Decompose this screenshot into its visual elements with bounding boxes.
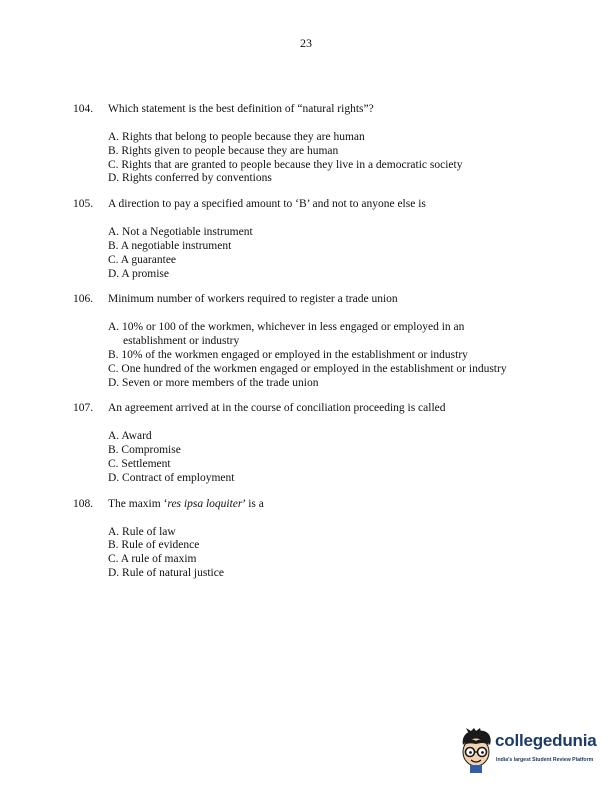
option-d: D. Contract of employment	[108, 471, 235, 484]
question-text: Minimum number of workers required to register a trade union	[108, 293, 398, 306]
collegedunia-logo	[456, 728, 606, 776]
question-number: 106.	[73, 293, 94, 306]
option-c: C. A guarantee	[108, 253, 177, 266]
option-c: C. A rule of maxim	[108, 553, 197, 566]
option-c: C. Rights that are granted to people because they live in a democratic society	[108, 158, 463, 171]
option-d: D. Rights conferred by conventions	[108, 172, 272, 185]
question-text	[108, 497, 553, 511]
option-c: C. One hundred of the workmen engaged or employed in the establishment or industry	[108, 362, 507, 375]
option-a: A. Rule of law	[108, 525, 176, 538]
question-text-start: The maxim ‘	[108, 497, 168, 510]
question-text: Which statement is the best definition of “natural rights”?	[108, 103, 374, 115]
options-list	[108, 430, 553, 485]
option-b: B. Rights given to people because they are human	[108, 144, 339, 157]
question-number: 108.	[73, 497, 94, 510]
question-number: 105.	[73, 198, 94, 211]
option-a: A. Award	[108, 430, 152, 443]
option-a-line-2: establishment or industry	[123, 335, 240, 348]
brand-name: collegedunia	[495, 731, 597, 750]
option-a	[108, 321, 553, 349]
question-108	[73, 497, 553, 581]
mascot-face-icon	[456, 728, 496, 774]
options-list	[108, 131, 553, 186]
question-107	[73, 401, 553, 485]
options-list	[108, 526, 553, 581]
question-106	[73, 292, 553, 390]
option-d: D. A promise	[108, 267, 170, 280]
question-text: An agreement arrived at in the course of conciliation proceeding is called	[108, 402, 446, 415]
option-b: B. 10% of the workmen engaged or employed in the establishment or industry	[108, 348, 468, 361]
option-b: B. A negotiable instrument	[108, 239, 232, 252]
option-b: B. Rule of evidence	[108, 539, 200, 552]
option-b: B. Compromise	[108, 444, 181, 457]
options-list	[108, 226, 553, 281]
question-number: 107.	[73, 402, 94, 415]
option-a: A. Rights that belong to people because they are human	[108, 131, 365, 143]
page-number: 23	[300, 36, 312, 50]
option-a-line-1: A. 10% or 100 of the workmen, whichever in less engaged or employed in an	[108, 321, 465, 334]
question-list	[73, 102, 553, 592]
option-a: A. Not a Negotiable instrument	[108, 226, 253, 239]
options-list	[108, 321, 553, 390]
question-text-italic: res ipsa loquiter	[167, 497, 243, 510]
brand-tagline: India's largest Student Review Platform	[496, 757, 594, 763]
option-d: D. Rule of natural justice	[108, 566, 224, 579]
option-c: C. Settlement	[108, 457, 171, 470]
question-105	[73, 197, 553, 281]
question-text-end: ’ is a	[242, 497, 264, 510]
option-d: D. Seven or more members of the trade union	[108, 376, 319, 389]
question-text: A direction to pay a specified amount to ‘B’ and not to anyone else is	[108, 198, 426, 211]
question-number: 104.	[73, 103, 94, 115]
question-104	[73, 102, 553, 186]
